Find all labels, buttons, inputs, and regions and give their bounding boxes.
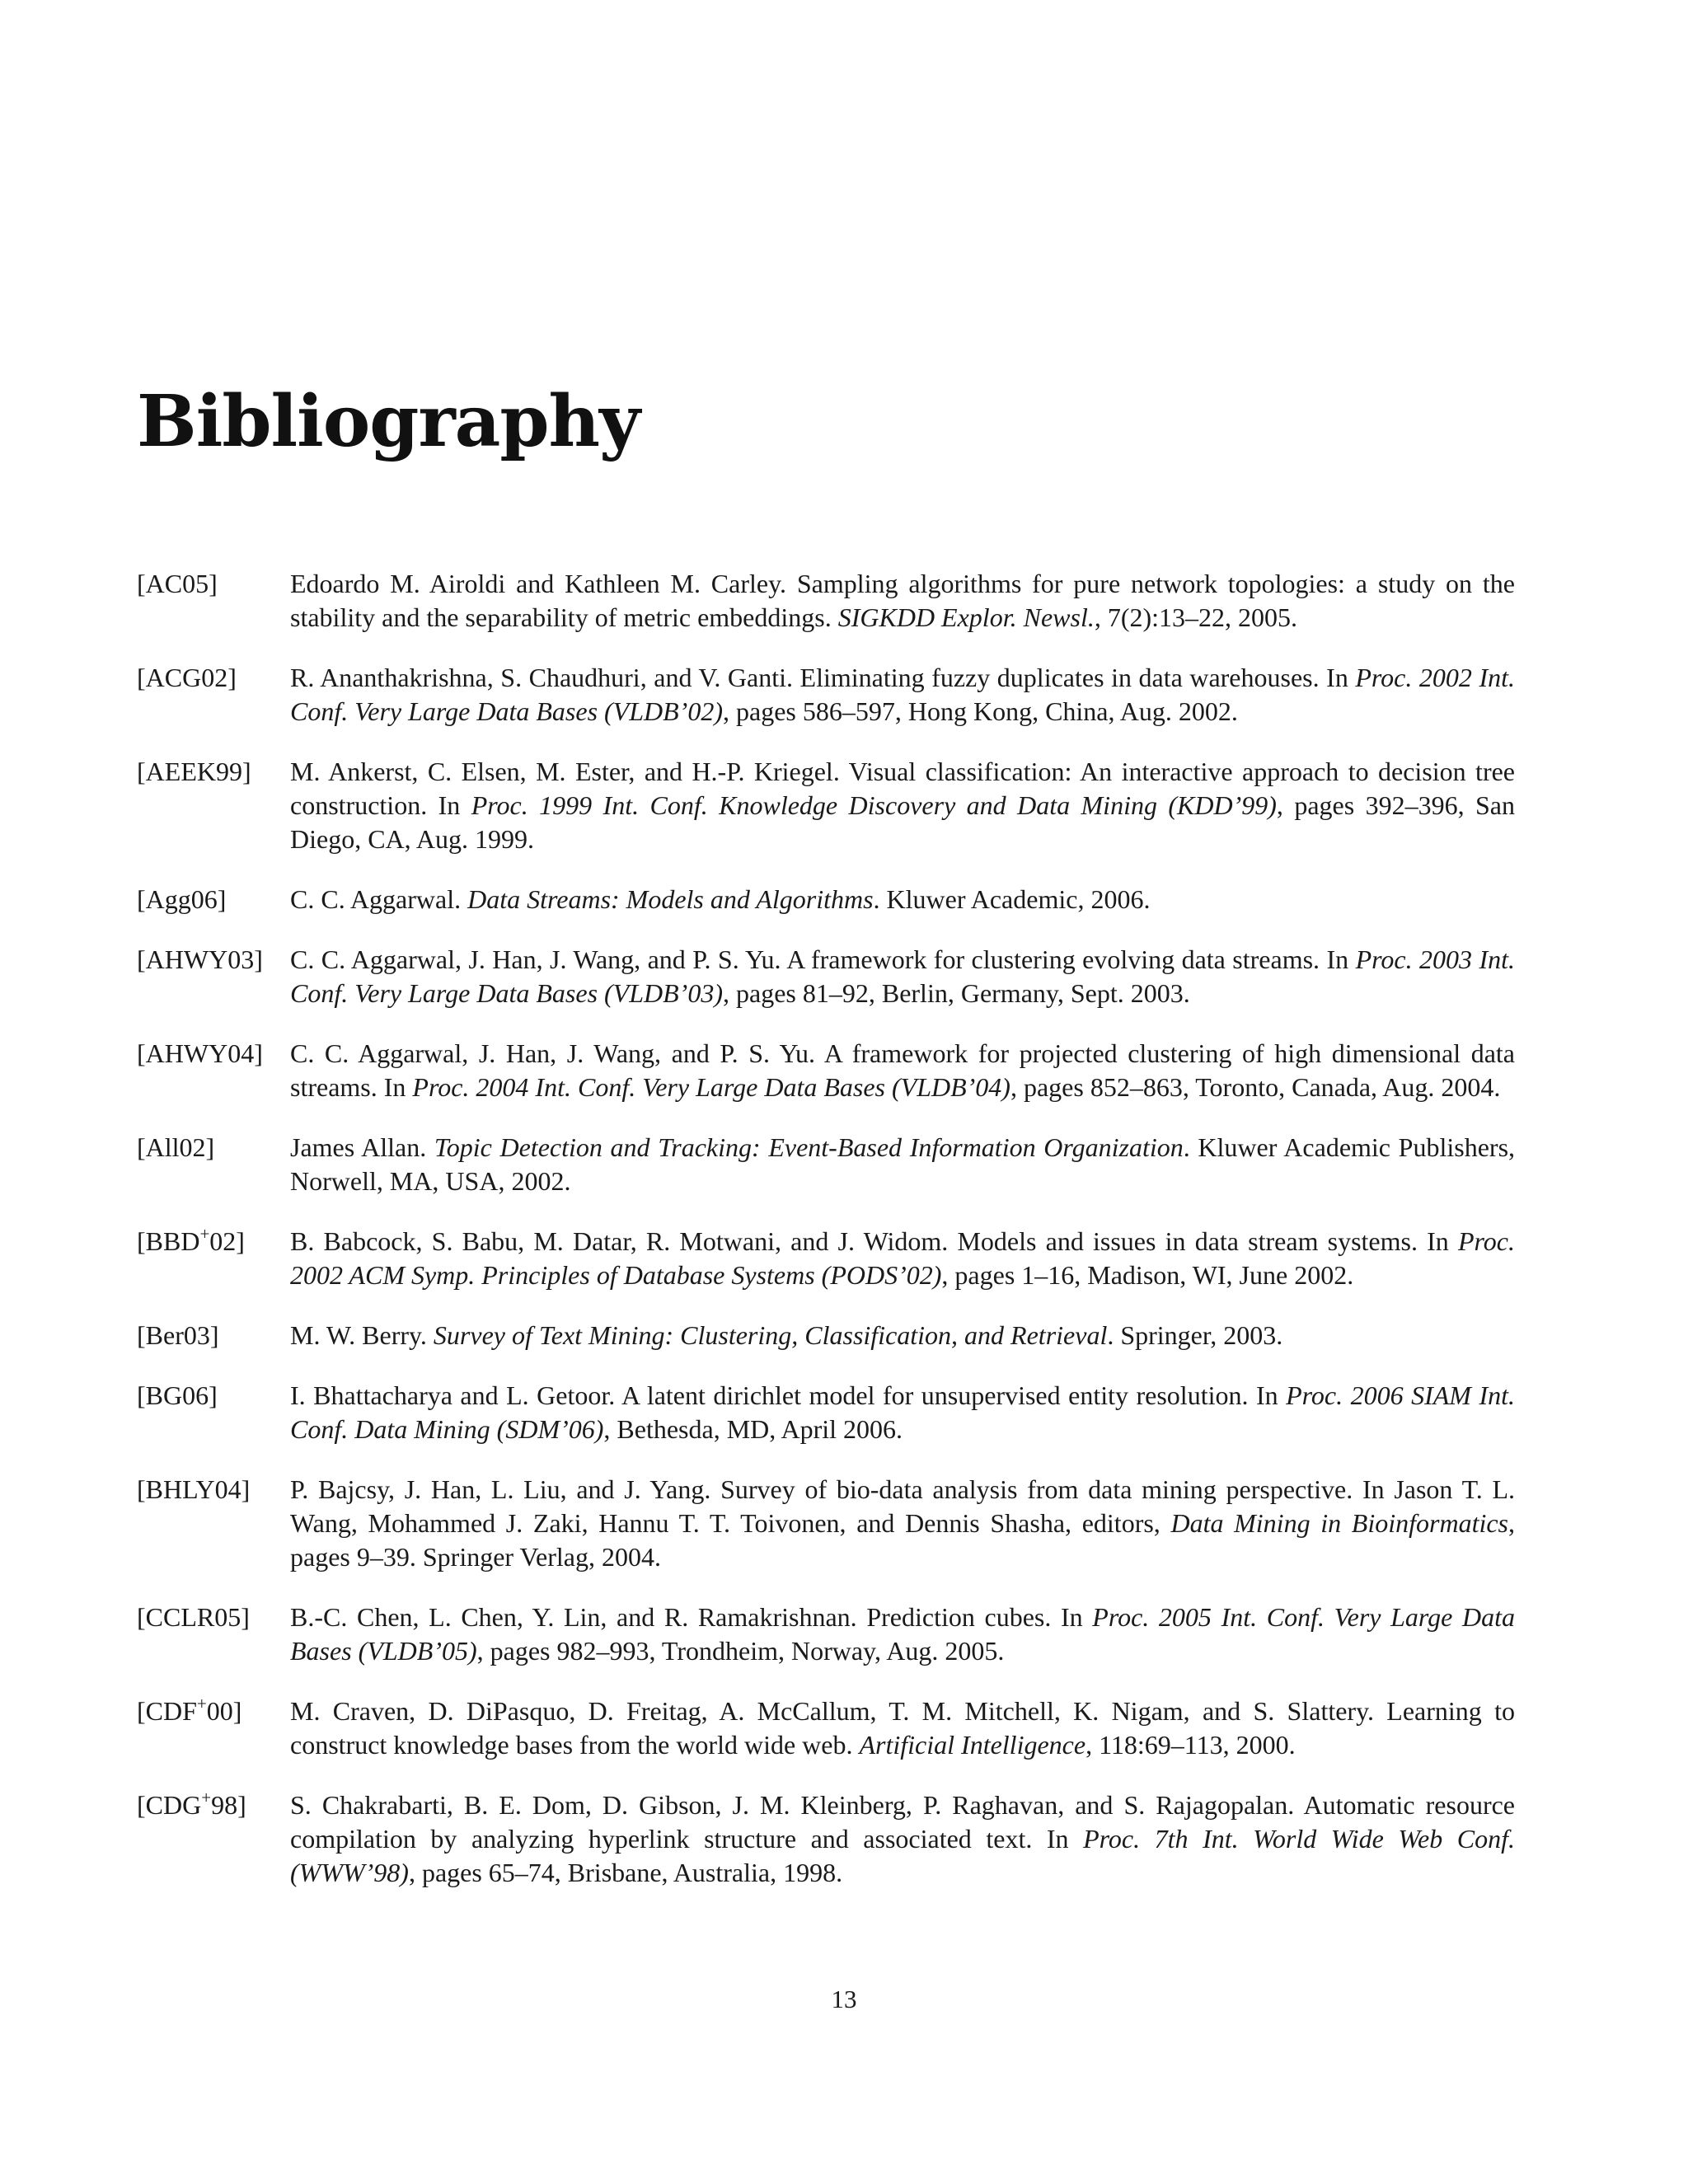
bib-entry xyxy=(137,1037,1515,1104)
bib-entry xyxy=(137,661,1515,729)
bib-key-tail: 98] xyxy=(211,1790,246,1820)
bib-text-segment: C. C. Aggarwal, J. Han, J. Wang, and P. S. Yu. A framework for projected clustering of high dimensional data streams. In xyxy=(290,1038,1515,1102)
bib-key-label: [ACG02] xyxy=(137,663,237,692)
bib-entry xyxy=(137,1788,1515,1890)
bib-key xyxy=(137,1319,290,1352)
bib-text-segment: , 7(2):13–22, 2005. xyxy=(1094,602,1298,632)
bib-key-label: [All02] xyxy=(137,1132,215,1162)
bib-text-segment: I. Bhattacharya and L. Getoor. A latent dirichlet model for unsupervised entity resolution. In xyxy=(290,1380,1287,1410)
bib-text-segment: P. Bajcsy, J. Han, L. Liu, and J. Yang. Survey of bio-data analysis from data mining perspective. In Jason T. L. Wang, Mohammed J. Zaki, Hannu T. T. Toivonen, and Dennis Shasha, editors, xyxy=(290,1474,1515,1538)
bib-text-segment: , Bethesda, MD, April 2006. xyxy=(603,1414,903,1444)
bib-text xyxy=(290,661,1515,729)
bib-text-segment: , pages 982–993, Trondheim, Norway, Aug. 2005. xyxy=(476,1636,1005,1666)
bib-text xyxy=(290,943,1515,1010)
bib-key-label: [AEEK99] xyxy=(137,757,251,786)
bib-text-segment: , pages 392–396, San Diego, CA, Aug. 1999. xyxy=(290,790,1516,854)
bib-text xyxy=(290,1694,1515,1762)
bib-venue-italic: Data Mining in Bioinformatics xyxy=(1170,1508,1509,1538)
bib-key xyxy=(137,755,290,856)
bib-text-segment: . Springer, 2003. xyxy=(1107,1320,1283,1350)
bib-key-label: [BBD xyxy=(137,1226,200,1256)
bib-text-segment: C. C. Aggarwal, J. Han, J. Wang, and P. S. Yu. A framework for clustering evolving data streams. In xyxy=(290,944,1356,974)
bib-key-label: [BG06] xyxy=(137,1380,218,1410)
bib-key-tail: 02] xyxy=(209,1226,245,1256)
bib-venue-italic: Survey of Text Mining: Clustering, Classification, and Retrieval xyxy=(433,1320,1108,1350)
bib-text xyxy=(290,1473,1515,1574)
bib-entry xyxy=(137,943,1515,1010)
bib-key xyxy=(137,1037,290,1104)
bib-text xyxy=(290,1788,1515,1890)
bib-venue-italic: Proc. 7th Int. World Wide Web Conf. (WWW’98) xyxy=(290,1824,1516,1887)
bib-key xyxy=(137,1225,290,1292)
bib-text-segment: B. Babcock, S. Babu, M. Datar, R. Motwani, and J. Widom. Models and issues in data stream systems. In xyxy=(290,1226,1458,1256)
bib-text-segment: Edoardo M. Airoldi and Kathleen M. Carley. Sampling algorithms for pure network topologies: a study on the stability and the separability of metric embeddings. xyxy=(290,569,1515,632)
bib-entry xyxy=(137,1694,1515,1762)
bib-text-segment: . Kluwer Academic Publishers, Norwell, MA, USA, 2002. xyxy=(290,1132,1516,1196)
bib-key-label: [AHWY03] xyxy=(137,944,263,974)
bib-entry xyxy=(137,755,1515,856)
bib-text-segment: . Kluwer Academic, 2006. xyxy=(873,884,1151,914)
bib-text-segment: James Allan. xyxy=(290,1132,434,1162)
bib-text xyxy=(290,1601,1515,1668)
bib-key xyxy=(137,1473,290,1574)
bib-venue-italic: Proc. 2004 Int. Conf. Very Large Data Bases (VLDB’04) xyxy=(412,1072,1010,1102)
bib-key-label: [CDG xyxy=(137,1790,202,1820)
bib-key xyxy=(137,567,290,635)
page-heading: Bibliography xyxy=(137,380,640,463)
bib-venue-italic: Proc. 2006 SIAM Int. Conf. Data Mining (SDM’06) xyxy=(290,1380,1516,1444)
bib-text-segment: B.-C. Chen, L. Chen, Y. Lin, and R. Ramakrishnan. Prediction cubes. In xyxy=(290,1602,1093,1632)
bib-text xyxy=(290,1037,1515,1104)
bib-venue-italic: Proc. 2002 ACM Symp. Principles of Database Systems (PODS’02) xyxy=(290,1226,1515,1290)
bib-key-label: [AHWY04] xyxy=(137,1038,263,1068)
bib-text-segment: M. Ankerst, C. Elsen, M. Ester, and H.-P. Kriegel. Visual classification: An interactive approach to decision tree construction. In xyxy=(290,757,1515,820)
bib-text-segment: , pages 9–39. Springer Verlag, 2004. xyxy=(290,1508,1516,1572)
bib-text xyxy=(290,1319,1515,1352)
bib-text xyxy=(290,567,1515,635)
bib-key xyxy=(137,661,290,729)
bib-entry xyxy=(137,1379,1515,1446)
bib-key-label: [CDF xyxy=(137,1696,197,1726)
bib-text-segment: M. Craven, D. DiPasquo, D. Freitag, A. McCallum, T. M. Mitchell, K. Nigam, and S. Slattery. Learning to construct knowledge bases from the world wide web. xyxy=(290,1696,1515,1760)
bib-text-segment: , pages 852–863, Toronto, Canada, Aug. 2004. xyxy=(1010,1072,1501,1102)
bib-key-tail: 00] xyxy=(206,1696,242,1726)
bib-entry xyxy=(137,1131,1515,1198)
bib-entry xyxy=(137,1319,1515,1352)
bib-key-label: [AC05] xyxy=(137,569,218,598)
bib-key xyxy=(137,1131,290,1198)
bib-text xyxy=(290,755,1515,856)
bib-text-segment: S. Chakrabarti, B. E. Dom, D. Gibson, J. M. Kleinberg, P. Raghavan, and S. Rajagopalan. Automatic resource compilation by analyzing hyperlink structure and associated text. In xyxy=(290,1790,1515,1854)
bib-text-segment: , pages 65–74, Brisbane, Australia, 1998. xyxy=(408,1858,843,1887)
bib-venue-italic: Proc. 2003 Int. Conf. Very Large Data Bases (VLDB’03) xyxy=(290,944,1516,1008)
bib-key xyxy=(137,883,290,916)
bib-entry xyxy=(137,1601,1515,1668)
bib-key-superscript: + xyxy=(201,1788,212,1807)
bib-text-segment: , pages 81–92, Berlin, Germany, Sept. 2003. xyxy=(722,978,1190,1008)
bib-entry xyxy=(137,883,1515,916)
bib-key-label: [Ber03] xyxy=(137,1320,219,1350)
bib-venue-italic: Proc. 2005 Int. Conf. Very Large Data Bases (VLDB’05) xyxy=(290,1602,1516,1666)
bib-key-label: [BHLY04] xyxy=(137,1474,251,1504)
bib-key-superscript: + xyxy=(196,1694,207,1713)
bib-venue-italic: Artificial Intelligence xyxy=(859,1730,1086,1760)
bib-text-segment: M. W. Berry. xyxy=(290,1320,434,1350)
bib-key-superscript: + xyxy=(199,1224,210,1244)
bib-text-segment: , pages 586–597, Hong Kong, China, Aug. 2002. xyxy=(722,696,1238,726)
bib-key xyxy=(137,943,290,1010)
bib-text-segment: R. Ananthakrishna, S. Chaudhuri, and V. Ganti. Eliminating fuzzy duplicates in data warehouses. In xyxy=(290,663,1356,692)
bib-text-segment: , 118:69–113, 2000. xyxy=(1085,1730,1296,1760)
bib-entry xyxy=(137,1225,1515,1292)
bib-key xyxy=(137,1601,290,1668)
bib-text-segment: , pages 1–16, Madison, WI, June 2002. xyxy=(941,1260,1354,1290)
bib-key xyxy=(137,1788,290,1890)
bib-venue-italic: Topic Detection and Tracking: Event-Based Information Organization xyxy=(434,1132,1184,1162)
bib-key-label: [CCLR05] xyxy=(137,1602,250,1632)
bib-venue-italic: Proc. 1999 Int. Conf. Knowledge Discovery and Data Mining (KDD’99) xyxy=(471,790,1277,820)
bib-key xyxy=(137,1379,290,1446)
bib-entry xyxy=(137,567,1515,635)
bib-venue-italic: SIGKDD Explor. Newsl. xyxy=(837,602,1095,632)
bib-text xyxy=(290,1379,1515,1446)
bib-text xyxy=(290,883,1515,916)
page-number: 13 xyxy=(831,1985,857,2013)
bib-text xyxy=(290,1131,1515,1198)
bib-venue-italic: Proc. 2002 Int. Conf. Very Large Data Bases (VLDB’02) xyxy=(290,663,1516,726)
bib-entry xyxy=(137,1473,1515,1574)
bib-key-label: [Agg06] xyxy=(137,884,227,914)
bibliography-list xyxy=(137,567,1515,1916)
bib-text xyxy=(290,1225,1515,1292)
bib-key xyxy=(137,1694,290,1762)
bib-venue-italic: Data Streams: Models and Algorithms xyxy=(467,884,874,914)
bib-text-segment: C. C. Aggarwal. xyxy=(290,884,468,914)
